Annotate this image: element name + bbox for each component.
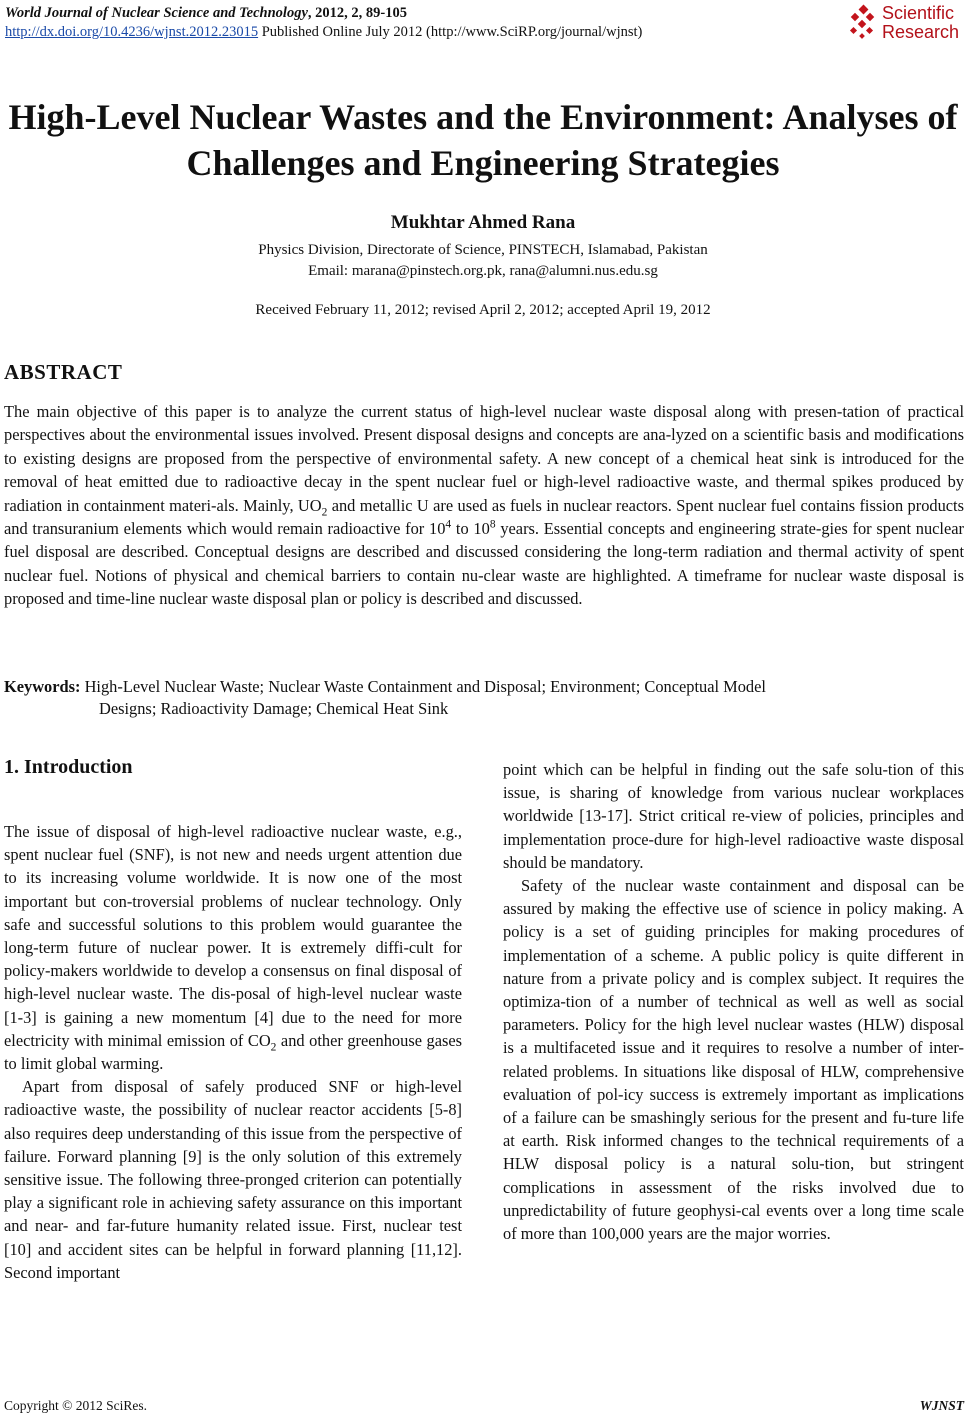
author-affiliation: [0, 240, 966, 282]
journal-volume: , 2012, 2, 89-105: [307, 5, 407, 21]
keywords-label: Keywords:: [4, 677, 81, 696]
keywords-line-1: High-Level Nuclear Waste; Nuclear Waste Containment and Disposal; Environment; Conceptual Model: [80, 677, 766, 696]
right-column: [503, 758, 964, 1245]
publisher-logo: [848, 4, 959, 42]
journal-abbreviation: WJNST: [919, 1398, 964, 1413]
section-heading-introduction: 1. Introduction: [4, 756, 133, 778]
doi-link[interactable]: http://dx.doi.org/10.4236/wjnst.2012.23015: [5, 24, 259, 40]
copyright-notice: Copyright © 2012 SciRes.: [4, 1398, 148, 1413]
keywords-line-2: Designs; Radioactivity Damage; Chemical Heat Sink: [99, 699, 449, 718]
logo-word-scientific: Scientific: [881, 3, 954, 23]
abstract-heading: ABSTRACT: [4, 360, 123, 384]
logo-wordmark: [882, 4, 959, 42]
intro-paragraph-1: The issue of disposal of high-level radioactive nuclear waste, e.g., spent nuclear fuel (SNF), is not new and needs urgent attention due to its increasing volume worldwide. It is now one of the most important but con-troversial problems of nuclear technology. Only safe and successful solutions to this problem would guarantee the long-term future of nuclear power. It is extremely diffi-cult for policy-makers worldwide to develop a consensus on final disposal of high-level nuclear waste. The dis-posal of high-level nuclear waste [1-3] is gaining a new momentum [4] due to the need for more electricity with minimal emission of $CO_2$ and other greenhouse gases to limit global warming.: [4, 822, 463, 1074]
publication-info: Published Online July 2012 (http://www.SciRP.org/journal/wjnst): [258, 24, 643, 40]
scientific-research-logo-icon: [848, 4, 878, 42]
page-footer: [4, 1398, 964, 1414]
journal-name: World Journal of Nuclear Science and Technology: [5, 5, 308, 21]
received-dates: Received February 11, 2012; revised April 2, 2012; accepted April 19, 2012: [255, 302, 711, 318]
left-column: [4, 820, 462, 1284]
page-header: [5, 4, 961, 44]
logo-word-research: Research: [881, 22, 959, 42]
journal-citation: [5, 4, 961, 23]
keywords: [4, 676, 964, 720]
intro-paragraph-3: point which can be helpful in finding out the safe solu-tion of this issue, is sharing of knowledge from various nuclear workplaces worldwide [13-17]. Strict critical re-view of policies, principles and implementation proce-dure for high-level radioactive waste disposal should be mandatory.: [503, 760, 964, 872]
doi-line: [5, 23, 961, 42]
intro-paragraph-4: Safety of the nuclear waste containment and disposal can be assured by making the effective use of science in policy making. A policy is a set of guiding principles for making procedures of implementation of a scheme. A public policy is quite different in nature from a private policy and is complex subject. It requires the optimiza-tion of a number of technical as well as well as social parameters. Policy for the high level nuclear wastes (HLW) disposal is a multifaceted issue and it requires to resolve a number of inter-related problems. In situations like disposal of HLW, comprehensive evaluation of pol-icy success is extremely important as implications of a failure can be smashingly serious for the present and fu-ture life at earth. Risk informed changes to the technical requirements of a HLW disposal policy is a natural solu-tion, but stringent complications in assessment of the risks involved due to unpredictability of future geophysi-cal events over a long time scale of more than 100,000 years are the major worries.: [503, 876, 964, 1244]
abstract-text: The main objective of this paper is to analyze the current status of high-level nuclear waste disposal along with presen-tation of practical perspectives about the environmental issues involved. Present disposal designs and concepts are ana-lyzed on a scientific basis and modifications to existing designs are proposed from the perspective of environmental safety. A new concept of a chemical heat sink is introduced for the removal of heat emitted due to radioactive decay in the spent nuclear fuel or high-level radioactive waste, and thermal spikes produced by radiation in containment materi-als. Mainly, $UO_2$ and metallic U are used as fuels in nuclear reactors. Spent nuclear fuel contains fission products and transuranium elements which would remain radioactive for $10^4$ to $10^8$ years. Essential concepts and engineering strate-gies for spent nuclear fuel disposal are described. Conceptual designs are described and discussed considering the long-term radiation and thermal activity of spent nuclear fuel. Notions of physical and chemical barriers to contain nu-clear waste are highlighted. A timeframe for nuclear waste disposal is proposed and time-line nuclear waste disposal plan or policy is described and discussed.: [4, 402, 964, 609]
paper-title: High-Level Nuclear Wastes and the Environment: Analyses of Challenges and Engineering Strategies: [8, 97, 958, 183]
intro-paragraph-2: Apart from disposal of safely produced SNF or high-level radioactive waste, the possibility of nuclear reactor accidents [5-8] also requires deep understanding of this issue from the perspective of failure. Forward planning [9] is the only solution of this extremely sensitive issue. The following three-pronged criterion can potentially play a significant role in achieving safety assurance on this important and near- and far-future humanity related issue. First, nuclear test [10] and accident sites can be helpful in forward planning [11,12]. Second important: [4, 1077, 462, 1282]
affiliation-line: Physics Division, Directorate of Science, PINSTECH, Islamabad, Pakistan: [258, 242, 708, 258]
author-name: Mukhtar Ahmed Rana: [390, 212, 576, 233]
email-line: Email: marana@pinstech.org.pk, rana@alumni.nus.edu.sg: [308, 263, 658, 279]
